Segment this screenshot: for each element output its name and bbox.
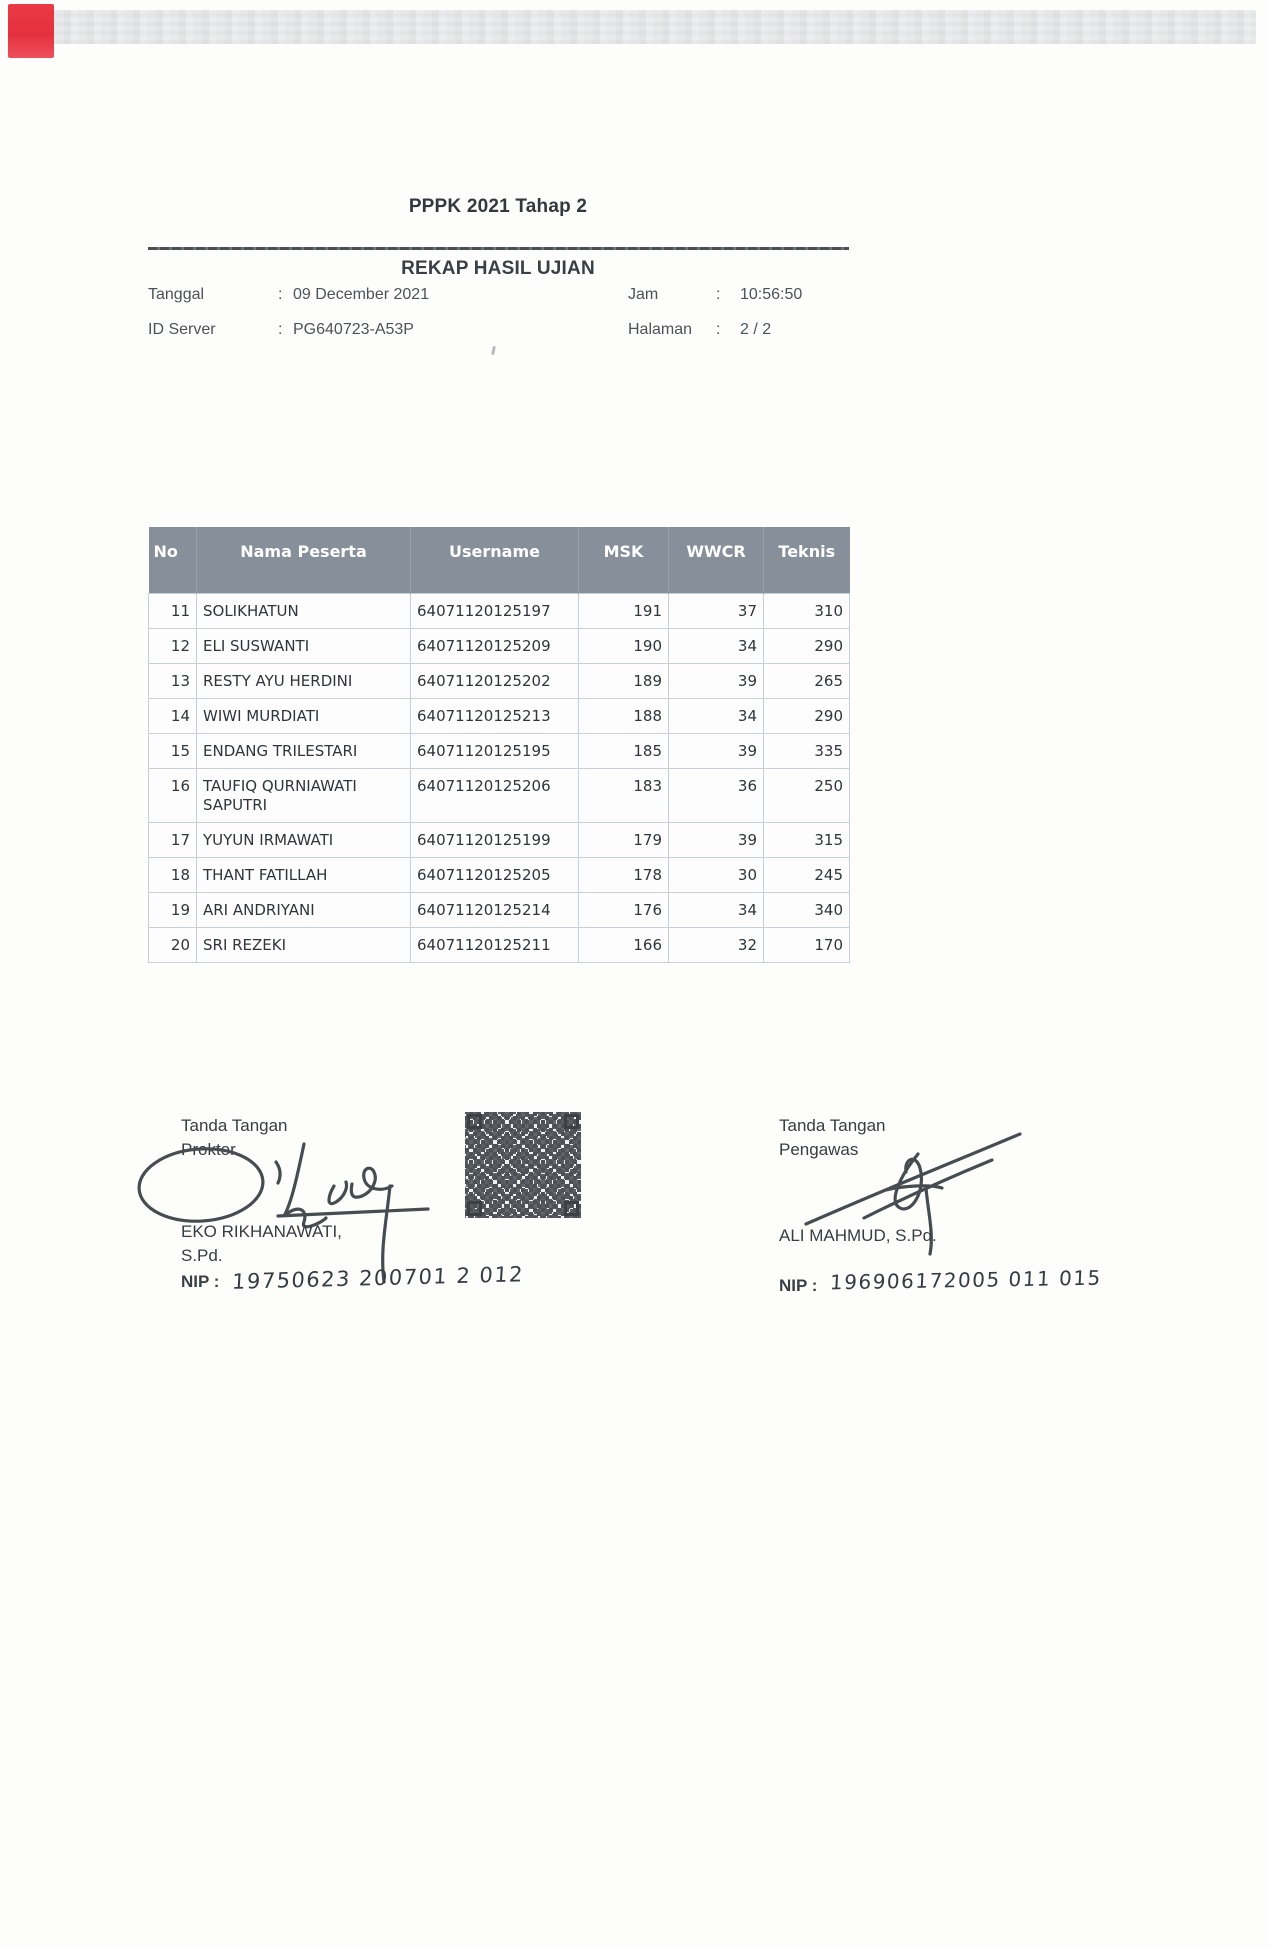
jam-value: 10:56:50 <box>740 286 803 303</box>
cell-msk: 189 <box>579 663 669 698</box>
halaman-sep: : <box>716 321 721 338</box>
cell-nama: YUYUN IRMAWATI <box>197 822 411 857</box>
cell-msk: 191 <box>579 593 669 628</box>
cell-msk: 190 <box>579 628 669 663</box>
cell-teknis: 335 <box>764 733 850 768</box>
column-header-username: Username <box>411 527 579 593</box>
id-server-label: ID Server <box>148 321 216 338</box>
cell-teknis: 250 <box>764 768 850 822</box>
cell-nama: THANT FATILLAH <box>197 857 411 892</box>
cell-nama: ELI SUSWANTI <box>197 628 411 663</box>
cell-msk: 178 <box>579 857 669 892</box>
cell-msk: 183 <box>579 768 669 822</box>
table-header-row <box>149 527 850 593</box>
cell-wwcr: 34 <box>669 698 764 733</box>
cell-username: 64071120125209 <box>411 628 579 663</box>
cell-no: 20 <box>149 927 197 962</box>
cell-username: 64071120125202 <box>411 663 579 698</box>
halaman-value: 2 / 2 <box>740 321 772 338</box>
table-row <box>149 593 850 628</box>
table-row <box>149 733 850 768</box>
cell-nama: RESTY AYU HERDINI <box>197 663 411 698</box>
table-row <box>149 628 850 663</box>
report-subtitle: REKAP HASIL UJIAN <box>401 258 595 279</box>
cell-no: 15 <box>149 733 197 768</box>
cell-teknis: 290 <box>764 628 850 663</box>
pengawas-name-line1: ALI MAHMUD, S.Pd. <box>779 1226 937 1245</box>
cell-teknis: 245 <box>764 857 850 892</box>
proktor-name <box>181 1220 342 1268</box>
cell-nama: SOLIKHATUN <box>197 593 411 628</box>
cell-msk: 166 <box>579 927 669 962</box>
cell-wwcr: 37 <box>669 593 764 628</box>
cell-no: 16 <box>149 768 197 822</box>
cell-teknis: 315 <box>764 822 850 857</box>
table-row <box>149 892 850 927</box>
table-row <box>149 663 850 698</box>
cell-wwcr: 32 <box>669 927 764 962</box>
cell-username: 64071120125197 <box>411 593 579 628</box>
id-server-sep: : <box>278 321 283 338</box>
column-header-msk: MSK <box>579 527 669 593</box>
column-header-nama-peserta: Nama Peserta <box>197 527 411 593</box>
cell-nama: TAUFIQ QURNIAWATI SAPUTRI <box>197 768 411 822</box>
cell-teknis: 310 <box>764 593 850 628</box>
cell-wwcr: 36 <box>669 768 764 822</box>
column-header-wwcr: WWCR <box>669 527 764 593</box>
pengawas-signature <box>768 1126 1038 1276</box>
proktor-nip-handwritten: 19750623 200701 2 012 <box>231 1262 525 1294</box>
proktor-name-line1: EKO RIKHANAWATI, <box>181 1222 342 1241</box>
cell-username: 64071120125199 <box>411 822 579 857</box>
cell-username: 64071120125205 <box>411 857 579 892</box>
cell-wwcr: 39 <box>669 733 764 768</box>
cell-teknis: 265 <box>764 663 850 698</box>
table-row <box>149 768 850 822</box>
cell-username: 64071120125195 <box>411 733 579 768</box>
cell-nama: ARI ANDRIYANI <box>197 892 411 927</box>
pengawas-name <box>779 1224 937 1248</box>
tanggal-sep: : <box>278 286 283 303</box>
cell-username: 64071120125206 <box>411 768 579 822</box>
proktor-nip-label: NIP : <box>181 1272 220 1291</box>
table-row <box>149 698 850 733</box>
cell-no: 13 <box>149 663 197 698</box>
document-title: PPPK 2021 Tahap 2 <box>408 196 588 217</box>
cell-wwcr: 34 <box>669 892 764 927</box>
scan-speck <box>491 346 496 355</box>
cell-wwcr: 30 <box>669 857 764 892</box>
halaman-label: Halaman <box>628 321 693 338</box>
cell-no: 14 <box>149 698 197 733</box>
column-header-no: No <box>149 527 197 593</box>
pengawas-heading-line1: Tanda Tangan <box>779 1116 886 1135</box>
cell-wwcr: 39 <box>669 663 764 698</box>
cell-no: 19 <box>149 892 197 927</box>
cell-wwcr: 39 <box>669 822 764 857</box>
scan-artifact-band <box>18 10 1256 44</box>
cell-nama: SRI REZEKI <box>197 927 411 962</box>
cell-msk: 185 <box>579 733 669 768</box>
cell-teknis: 290 <box>764 698 850 733</box>
cell-wwcr: 34 <box>669 628 764 663</box>
divider <box>148 247 849 250</box>
cell-no: 11 <box>149 593 197 628</box>
cell-msk: 179 <box>579 822 669 857</box>
jam-label: Jam <box>628 286 659 303</box>
proktor-name-line2: S.Pd. <box>181 1246 223 1265</box>
results-table <box>148 527 850 963</box>
cell-teknis: 340 <box>764 892 850 927</box>
red-scan-mark <box>8 4 54 58</box>
proktor-heading-line2: Proktor <box>181 1140 236 1159</box>
pengawas-nip-handwritten: 196906172005 011 015 <box>829 1265 1103 1295</box>
id-server-value: PG640723-A53P <box>293 321 414 338</box>
cell-no: 18 <box>149 857 197 892</box>
cell-username: 64071120125211 <box>411 927 579 962</box>
pengawas-heading-line2: Pengawas <box>779 1140 859 1159</box>
cell-username: 64071120125213 <box>411 698 579 733</box>
cell-msk: 188 <box>579 698 669 733</box>
table-row <box>149 927 850 962</box>
cell-teknis: 170 <box>764 927 850 962</box>
pengawas-nip-label: NIP : <box>779 1276 818 1295</box>
jam-sep: : <box>716 286 721 303</box>
cell-msk: 176 <box>579 892 669 927</box>
tanggal-label: Tanggal <box>148 286 205 303</box>
column-header-teknis: Teknis <box>764 527 850 593</box>
cell-nama: ENDANG TRILESTARI <box>197 733 411 768</box>
table-row <box>149 857 850 892</box>
cell-nama: WIWI MURDIATI <box>197 698 411 733</box>
proktor-heading-line1: Tanda Tangan <box>181 1116 288 1135</box>
cell-username: 64071120125214 <box>411 892 579 927</box>
cell-no: 17 <box>149 822 197 857</box>
cell-no: 12 <box>149 628 197 663</box>
table-row <box>149 822 850 857</box>
tanggal-value: 09 December 2021 <box>293 286 430 303</box>
qr-code <box>465 1112 581 1218</box>
